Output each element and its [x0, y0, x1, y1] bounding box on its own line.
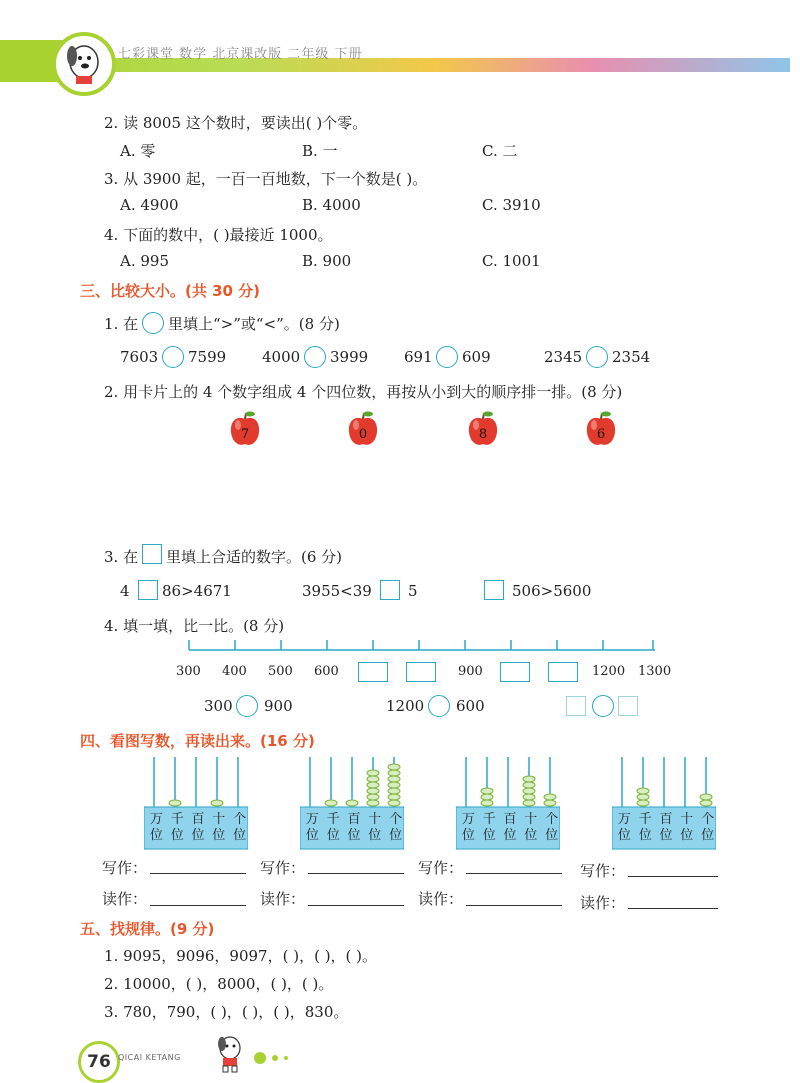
q2-option-a: A. 零 [120, 142, 156, 160]
compare-3-right: 609 [462, 348, 491, 366]
number-line-box[interactable] [358, 662, 388, 682]
q3-option-b: B. 4000 [302, 196, 361, 214]
place-ge: 个 位 [233, 812, 247, 843]
apple-icon [346, 410, 380, 448]
cmp-c-group [566, 694, 642, 718]
compare-3-circle[interactable] [436, 346, 458, 368]
tick-label: 900 [458, 664, 483, 679]
apple-digit: 7 [240, 427, 250, 442]
tick-label: 400 [222, 664, 247, 679]
number-line-box[interactable] [500, 662, 530, 682]
write-label: 写作： [418, 859, 464, 877]
apple-digit: 0 [358, 427, 368, 442]
place-labels [458, 812, 562, 844]
apple-card [466, 410, 500, 448]
fill-2-box[interactable] [380, 580, 400, 600]
place-wan: 万 位 [461, 812, 475, 843]
read-label: 读作： [580, 894, 626, 912]
abacus [612, 755, 716, 855]
compare-1-circle[interactable] [162, 346, 184, 368]
apple-digit: 8 [478, 427, 488, 442]
section-5-title: 五、找规律。(9 分) [80, 920, 215, 938]
abacus [456, 755, 560, 855]
apple-card [228, 410, 262, 448]
cmp-c-right-box[interactable] [618, 696, 638, 716]
place-qian: 千 位 [326, 812, 340, 843]
write-label: 写作： [260, 859, 306, 877]
number-line-box[interactable] [406, 662, 436, 682]
place-bai: 百 位 [659, 812, 673, 843]
write-label: 写作： [580, 862, 626, 880]
dog-icon [212, 1034, 248, 1074]
s3-p3-prefix: 3. 在 [104, 548, 139, 566]
tick-label: 600 [314, 664, 339, 679]
compare-2-left: 4000 [262, 348, 301, 366]
place-wan: 万 位 [149, 812, 163, 843]
q3-option-a: A. 4900 [120, 196, 179, 214]
place-bai: 百 位 [503, 812, 517, 843]
q2-option-c: C. 二 [482, 142, 518, 160]
tick-label: 1200 [592, 664, 626, 679]
number-line [185, 636, 660, 658]
place-qian: 千 位 [638, 812, 652, 843]
cmp-b-right: 600 [456, 697, 485, 715]
compare-2-circle[interactable] [304, 346, 326, 368]
write-answer-line[interactable] [308, 872, 404, 874]
place-shi: 十 位 [368, 812, 382, 843]
compare-4-left: 2345 [544, 348, 583, 366]
apple-card [584, 410, 618, 448]
write-answer-line[interactable] [150, 872, 246, 874]
dog-mascot-logo [52, 32, 116, 96]
tick-label: 300 [176, 664, 201, 679]
section-3-title: 三、比较大小。(共 30 分) [80, 282, 261, 300]
compare-3-left: 691 [404, 348, 433, 366]
dog-mascot-footer [212, 1034, 248, 1074]
read-answer-line[interactable] [466, 904, 562, 906]
compare-2-right: 3999 [330, 348, 369, 366]
question-3: 3. 从 3900 起，一百一百地数，下一个数是( )。 [104, 170, 428, 188]
place-ge: 个 位 [389, 812, 403, 843]
place-labels [614, 812, 718, 844]
place-ge: 个 位 [701, 812, 715, 843]
place-labels [302, 812, 406, 844]
place-wan: 万 位 [617, 812, 631, 843]
fill-1-box[interactable] [138, 580, 158, 600]
s3-p4-text: 4. 填一填，比一比。(8 分) [104, 617, 285, 635]
question-4: 4. 下面的数中，( )最接近 1000。 [104, 226, 333, 244]
tick-label: 500 [268, 664, 293, 679]
q2-option-b: B. 一 [302, 142, 338, 160]
example-circle [142, 312, 164, 334]
abacus [300, 755, 404, 855]
cmp-a-circle[interactable] [236, 695, 258, 717]
apple-icon [584, 410, 618, 448]
s3-p3-suffix: 里填上合适的数字。(6 分) [166, 548, 343, 566]
apple-card [346, 410, 380, 448]
number-line-box[interactable] [548, 662, 578, 682]
decor-dot [272, 1055, 278, 1061]
read-answer-line[interactable] [628, 907, 718, 909]
cmp-c-circle[interactable] [592, 695, 614, 717]
cmp-a-left: 300 [204, 697, 233, 715]
read-label: 读作： [418, 890, 464, 908]
fill-3-box[interactable] [484, 580, 504, 600]
book-title: 七彩课堂 数学 北京课改版 二年级 下册 [118, 47, 363, 62]
question-2: 2. 读 8005 这个数时，要读出( )个零。 [104, 114, 368, 132]
place-bai: 百 位 [191, 812, 205, 843]
footer-brand: QICAI KETANG [118, 1053, 181, 1062]
q4-option-b: B. 900 [302, 252, 352, 270]
section-4-title: 四、看图写数，再读出来。(16 分) [80, 732, 315, 750]
place-wan: 万 位 [305, 812, 319, 843]
read-answer-line[interactable] [150, 904, 246, 906]
abacus [144, 755, 248, 855]
read-answer-line[interactable] [308, 904, 404, 906]
decor-dot [284, 1056, 288, 1060]
s3-p1-suffix: 里填上“>”或“<”。(8 分) [168, 315, 340, 333]
tick-label: 1300 [638, 664, 672, 679]
cmp-b-circle[interactable] [428, 695, 450, 717]
place-shi: 十 位 [212, 812, 226, 843]
s3-p1-prefix: 1. 在 [104, 315, 139, 333]
place-ge: 个 位 [545, 812, 559, 843]
q4-option-c: C. 1001 [482, 252, 541, 270]
q3-option-c: C. 3910 [482, 196, 541, 214]
place-labels [146, 812, 250, 844]
place-bai: 百 位 [347, 812, 361, 843]
apple-icon [228, 410, 262, 448]
read-label: 读作： [102, 890, 148, 908]
write-answer-line[interactable] [466, 872, 562, 874]
pattern-2: 2. 10000，( )，8000，( )，( )。 [104, 975, 334, 993]
fill-2-part-a: 3955<39 [302, 582, 372, 600]
apple-icon [466, 410, 500, 448]
page-number: 76 [78, 1041, 120, 1083]
pattern-1: 1. 9095，9096，9097，( )，( )，( )。 [104, 947, 378, 965]
write-answer-line[interactable] [628, 875, 718, 877]
fill-1-part-b: 86>4671 [162, 582, 232, 600]
fill-1-part-a: 4 [120, 582, 130, 600]
dog-icon [56, 36, 112, 92]
pattern-3: 3. 780，790，( )，( )，( )，830。 [104, 1003, 349, 1021]
write-label: 写作： [102, 859, 148, 877]
compare-4-circle[interactable] [586, 346, 608, 368]
cmp-c-left-box[interactable] [566, 696, 586, 716]
place-shi: 十 位 [524, 812, 538, 843]
compare-4-right: 2354 [612, 348, 651, 366]
cmp-b-left: 1200 [386, 697, 425, 715]
compare-1-right: 7599 [188, 348, 227, 366]
apple-digit: 6 [596, 427, 606, 442]
cmp-a-right: 900 [264, 697, 293, 715]
place-shi: 十 位 [680, 812, 694, 843]
place-qian: 千 位 [170, 812, 184, 843]
fill-3-part-b: 506>5600 [512, 582, 592, 600]
compare-1-left: 7603 [120, 348, 159, 366]
read-label: 读作： [260, 890, 306, 908]
s3-p2-text: 2. 用卡片上的 4 个数字组成 4 个四位数，再按从小到大的顺序排一排。(8 分) [104, 383, 623, 401]
example-box [142, 544, 162, 564]
fill-2-part-b: 5 [408, 582, 418, 600]
q4-option-a: A. 995 [120, 252, 169, 270]
place-qian: 千 位 [482, 812, 496, 843]
decor-dot [254, 1052, 266, 1064]
